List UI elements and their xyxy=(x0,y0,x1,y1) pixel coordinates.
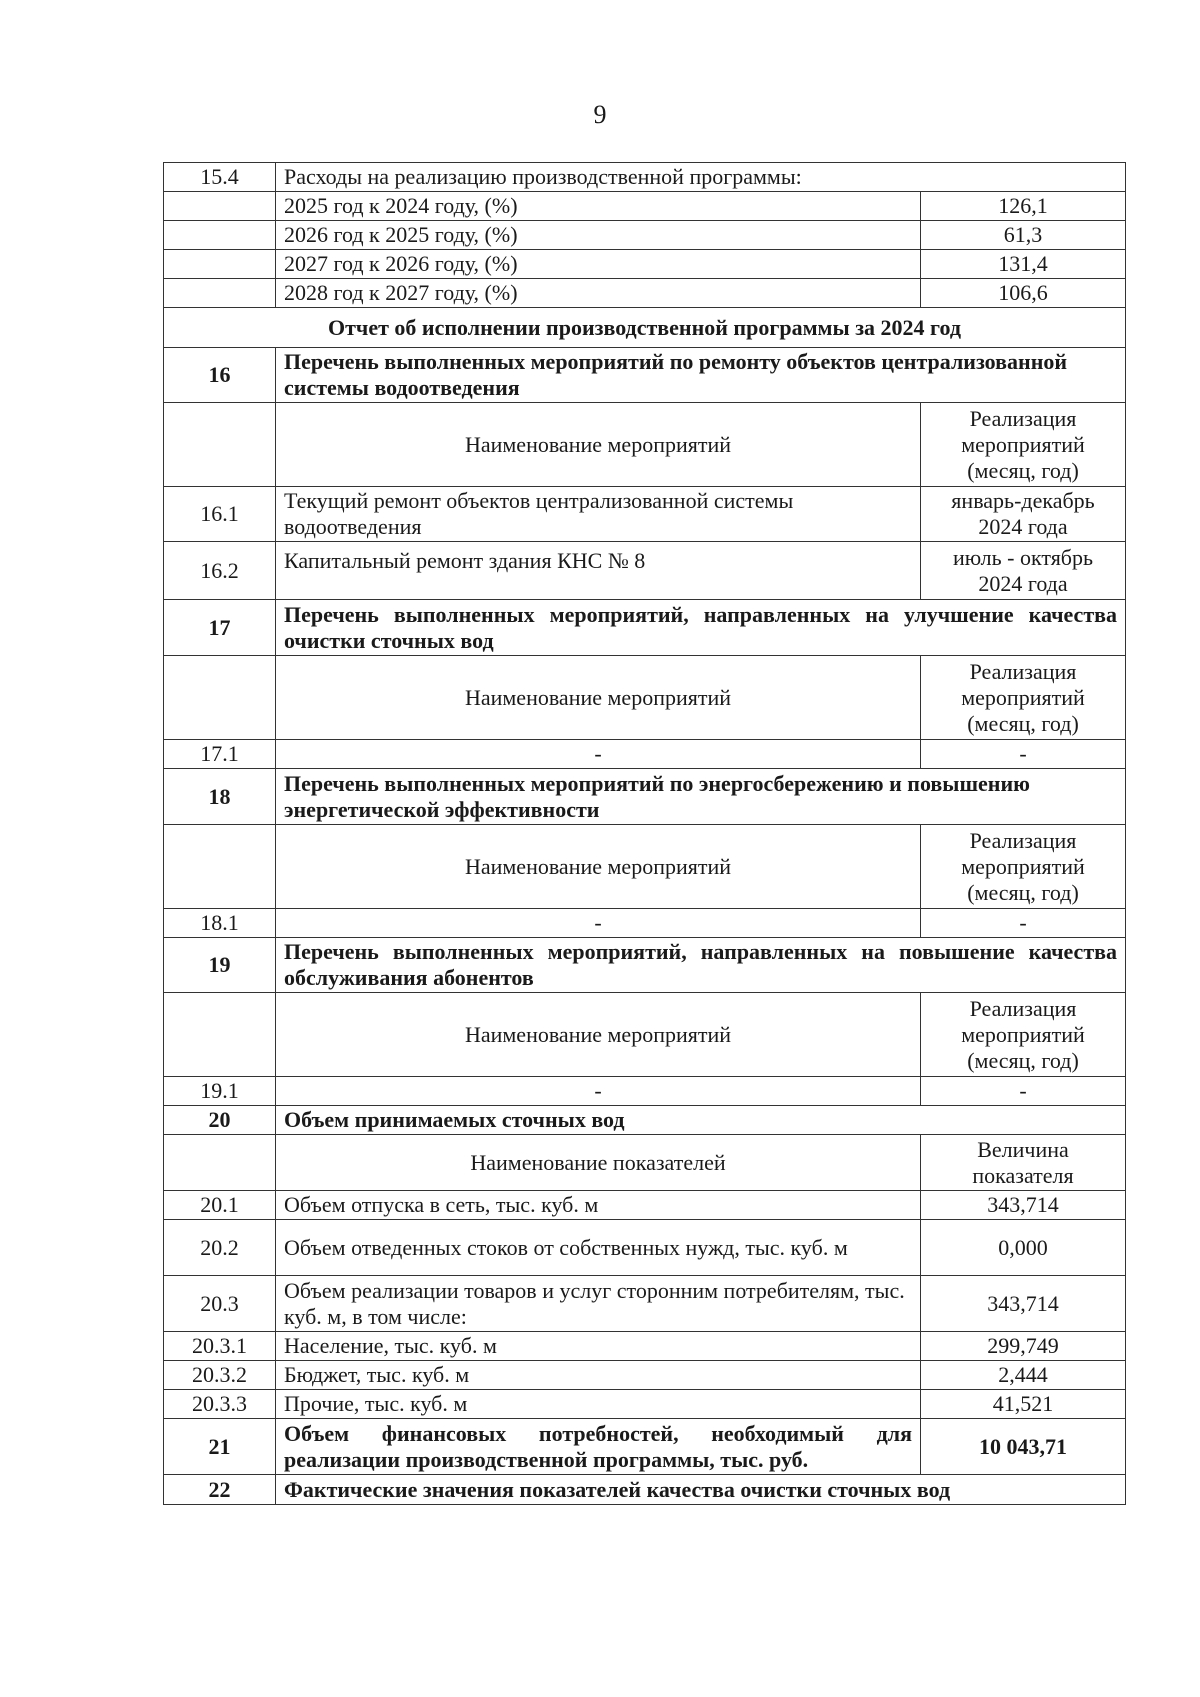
section-title: Перечень выполненных мероприятий по ремонту объектов централизованной системы водоотведения xyxy=(276,348,1126,403)
table-row xyxy=(164,163,1126,192)
row-value: 41,521 xyxy=(921,1390,1126,1419)
section-number: 17 xyxy=(164,600,276,656)
row-value: 10 043,71 xyxy=(921,1419,1126,1475)
section-row xyxy=(164,1419,1126,1475)
row-text: Объем реализации товаров и услуг сторонним потребителям, тыс. куб. м, в том числе: xyxy=(276,1276,921,1332)
table-row xyxy=(164,1361,1126,1390)
header-row xyxy=(164,825,1126,909)
row-value: январь-декабрь 2024 года xyxy=(921,487,1126,542)
program-table xyxy=(163,162,1126,1505)
report-title: Отчет об исполнении производственной программы за 2024 год xyxy=(164,308,1126,348)
section-row xyxy=(164,348,1126,403)
row-value: 131,4 xyxy=(921,250,1126,279)
table-row xyxy=(164,740,1126,769)
empty-cell xyxy=(164,192,276,221)
empty-cell xyxy=(164,403,276,487)
row-value: 61,3 xyxy=(921,221,1126,250)
table-row xyxy=(164,487,1126,542)
row-value: 106,6 xyxy=(921,279,1126,308)
section-row xyxy=(164,938,1126,993)
row-value: - xyxy=(921,740,1126,769)
row-text: Бюджет, тыс. куб. м xyxy=(276,1361,921,1390)
section-number: 18 xyxy=(164,769,276,825)
section-number: 22 xyxy=(164,1475,276,1505)
row-text: 2027 год к 2026 году, (%) xyxy=(276,250,921,279)
table-row xyxy=(164,192,1126,221)
empty-cell xyxy=(164,993,276,1077)
table-row xyxy=(164,542,1126,600)
row-value: 0,000 xyxy=(921,1220,1126,1276)
row-value: - xyxy=(921,909,1126,938)
row-number: 20.3.1 xyxy=(164,1332,276,1361)
header-row xyxy=(164,993,1126,1077)
row-text: 2026 год к 2025 году, (%) xyxy=(276,221,921,250)
row-text: 2025 год к 2024 году, (%) xyxy=(276,192,921,221)
row-text: - xyxy=(276,740,921,769)
table-row xyxy=(164,1220,1126,1276)
row-number: 20.2 xyxy=(164,1220,276,1276)
section-number: 19 xyxy=(164,938,276,993)
row-value: 343,714 xyxy=(921,1276,1126,1332)
row-number: 16.2 xyxy=(164,542,276,600)
empty-cell xyxy=(164,1135,276,1191)
table-row xyxy=(164,221,1126,250)
section-row xyxy=(164,600,1126,656)
section-number: 16 xyxy=(164,348,276,403)
column-header-value: Величина показателя xyxy=(921,1135,1126,1191)
column-header-name: Наименование мероприятий xyxy=(276,656,921,740)
row-value: 299,749 xyxy=(921,1332,1126,1361)
column-header-value: Реализация мероприятий (месяц, год) xyxy=(921,656,1126,740)
row-number: 20.3.3 xyxy=(164,1390,276,1419)
row-text: Прочие, тыс. куб. м xyxy=(276,1390,921,1419)
table-row xyxy=(164,909,1126,938)
row-number: 16.1 xyxy=(164,487,276,542)
header-row xyxy=(164,1135,1126,1191)
empty-cell xyxy=(164,221,276,250)
column-header-value: Реализация мероприятий (месяц, год) xyxy=(921,993,1126,1077)
row-text: - xyxy=(276,1077,921,1106)
column-header-name: Наименование мероприятий xyxy=(276,825,921,909)
empty-cell xyxy=(164,250,276,279)
section-title: Перечень выполненных мероприятий, направленных на повышение качества обслуживания абонентов xyxy=(276,938,1126,993)
row-text: Расходы на реализацию производственной программы: xyxy=(276,163,1126,192)
row-text: Объем отпуска в сеть, тыс. куб. м xyxy=(276,1191,921,1220)
row-text: Население, тыс. куб. м xyxy=(276,1332,921,1361)
empty-cell xyxy=(164,825,276,909)
row-value: 2,444 xyxy=(921,1361,1126,1390)
column-header-name: Наименование показателей xyxy=(276,1135,921,1191)
row-text: Объем отведенных стоков от собственных нужд, тыс. куб. м xyxy=(276,1220,921,1276)
section-row xyxy=(164,769,1126,825)
section-title: Перечень выполненных мероприятий по энергосбережению и повышению энергетической эффективности xyxy=(276,769,1126,825)
row-number: 20.3.2 xyxy=(164,1361,276,1390)
table-row xyxy=(164,250,1126,279)
column-header-value: Реализация мероприятий (месяц, год) xyxy=(921,825,1126,909)
row-number: 18.1 xyxy=(164,909,276,938)
row-value: июль - октябрь 2024 года xyxy=(921,542,1126,600)
row-number: 15.4 xyxy=(164,163,276,192)
row-number: 17.1 xyxy=(164,740,276,769)
section-title: Перечень выполненных мероприятий, направленных на улучшение качества очистки сточных вод xyxy=(276,600,1126,656)
row-number: 19.1 xyxy=(164,1077,276,1106)
section-row xyxy=(164,1106,1126,1135)
row-text: Капитальный ремонт здания КНС № 8 xyxy=(276,542,921,600)
empty-cell xyxy=(164,656,276,740)
table-row xyxy=(164,1332,1126,1361)
page-number: 9 xyxy=(593,100,607,129)
table-row xyxy=(164,279,1126,308)
section-row xyxy=(164,1475,1126,1505)
header-row xyxy=(164,656,1126,740)
section-number: 20 xyxy=(164,1106,276,1135)
table-row xyxy=(164,1390,1126,1419)
column-header-name: Наименование мероприятий xyxy=(276,403,921,487)
row-text: - xyxy=(276,909,921,938)
header-row xyxy=(164,403,1126,487)
column-header-name: Наименование мероприятий xyxy=(276,993,921,1077)
section-number: 21 xyxy=(164,1419,276,1475)
row-value: 126,1 xyxy=(921,192,1126,221)
row-text: 2028 год к 2027 году, (%) xyxy=(276,279,921,308)
empty-cell xyxy=(164,279,276,308)
section-title: Фактические значения показателей качества очистки сточных вод xyxy=(276,1475,1126,1505)
row-number: 20.3 xyxy=(164,1276,276,1332)
table-row xyxy=(164,1191,1126,1220)
row-value: - xyxy=(921,1077,1126,1106)
table-row xyxy=(164,308,1126,348)
section-title: Объем финансовых потребностей, необходимый для реализации производственной программы, тыс. руб. xyxy=(276,1419,921,1475)
row-number: 20.1 xyxy=(164,1191,276,1220)
table-row xyxy=(164,1077,1126,1106)
row-value: 343,714 xyxy=(921,1191,1126,1220)
row-text: Текущий ремонт объектов централизованной системы водоотведения xyxy=(276,487,921,542)
section-title: Объем принимаемых сточных вод xyxy=(276,1106,1126,1135)
table-row xyxy=(164,1276,1126,1332)
column-header-value: Реализация мероприятий (месяц, год) xyxy=(921,403,1126,487)
